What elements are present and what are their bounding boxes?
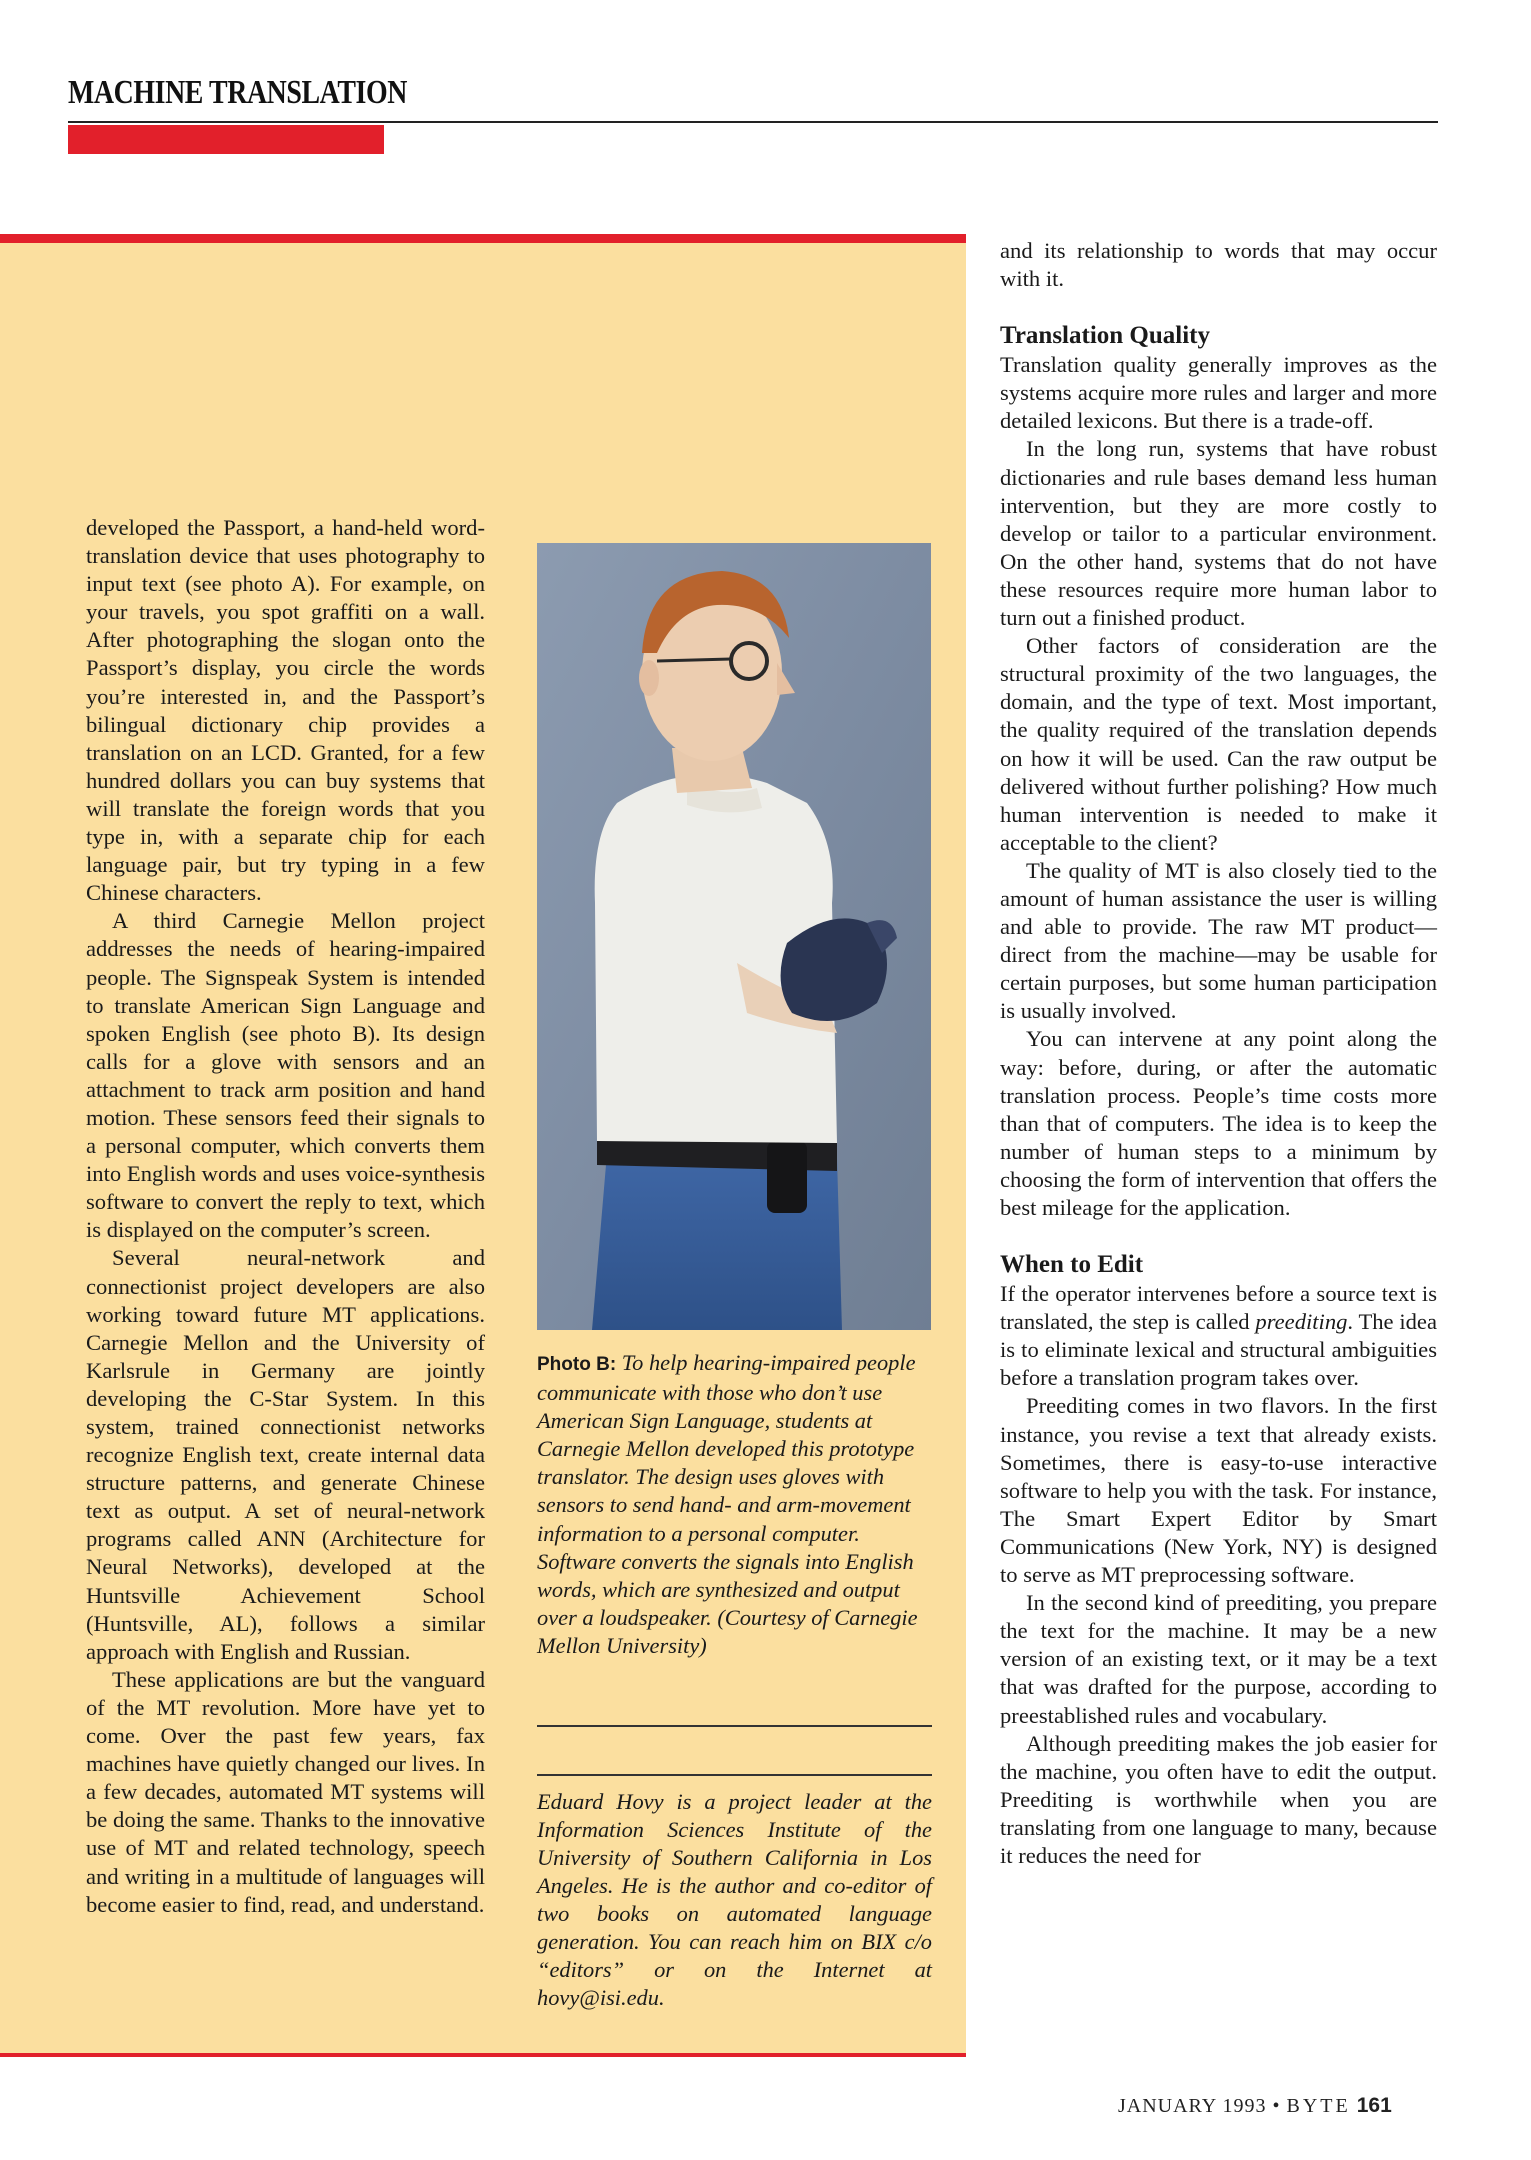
page-number: 161 <box>1356 2094 1392 2117</box>
header-accent-bar <box>68 125 384 154</box>
left-column <box>86 514 485 1919</box>
paragraph <box>1000 1280 1437 1392</box>
term-preediting: preediting <box>1255 1309 1348 1335</box>
caption-label: Photo B: <box>537 1354 617 1375</box>
paragraph: In the long run, systems that have robust dictionaries and rule bases demand less human intervention, but they are more costly to develop or tailor to a particular environment. On the other hand, systems that do not have these resources require more human labor to turn out a finished product. <box>1000 436 1437 631</box>
paragraph: Preediting comes in two flavors. In the first instance, you revise a text that already exists. Sometimes, there is easy-to-use interactive software to help you with the task. For instance, The Smart Expert Editor by Smart Communications (New York, NY) is designed to serve as MT preprocessing software. <box>1000 1393 1437 1588</box>
text-run: If the operator intervenes before a source text is translated, the step is called <box>1000 1281 1437 1335</box>
subhead-translation-quality: Translation Quality <box>1000 322 1210 350</box>
photo-caption <box>537 1349 929 1660</box>
text-run: . The idea is to eliminate lexical and structural ambiguities before a translation program takes over. <box>1000 1309 1437 1391</box>
paragraph: and its relationship to words that may occur with it. <box>1000 238 1437 292</box>
page-footer <box>1118 2094 1392 2118</box>
author-bio: Eduard Hovy is a project leader at the Information Sciences Institute of the University of Southern California in Los Angeles. He is the author and co-editor of two books on automated language generation. You can reach him on BIX c/o “editors” or on the Internet at hovy@isi.edu. <box>537 1789 932 2010</box>
photo-b-image <box>537 543 931 1330</box>
paragraph: Other factors of consideration are the structural proximity of the two languages, the domain, and the type of text. Most important, the quality required of the translation depends on how it will be used. Can the raw output be delivered without further polishing? How much human intervention is needed to make it acceptable to the client? <box>1000 633 1437 855</box>
paragraph: developed the Passport, a hand-held word-translation device that uses photography to input text (see photo A). For example, on your travels, you spot graffiti on a wall. After photographing the slogan onto the Passport’s display, you circle the words you’re interested in, and the Passport’s bilingual dictionary chip provides a translation on an LCD. Granted, for a few hundred dollars you can buy systems that will translate the foreign words that you type in, with a separate chip for each language pair, but try typing in a few Chinese characters. <box>86 515 485 906</box>
footer-separator: • <box>1272 2095 1281 2117</box>
footer-magazine: BYTE <box>1286 2095 1351 2117</box>
paragraph: Translation quality generally improves as the systems acquire more rules and larger and more detailed lexicons. But there is a trade-off. <box>1000 352 1437 434</box>
paragraph: You can intervene at any point along the way: before, during, or after the automatic translation process. People’s time costs more than that of computers. The idea is to keep the number of human steps to a minimum by choosing the form of intervention that offers the best mileage for the application. <box>1000 1026 1437 1220</box>
caption-text: To help hearing-impaired people communicate with those who don’t use American Sign Language, students at Carnegie Mellon developed this prototype translator. The design uses gloves with sensors to send hand- and arm-movement information to a personal computer. Software converts the signals into English words, which are synthesized and output over a loudspeaker. (Courtesy of Carnegie Mellon University) <box>537 1350 918 1658</box>
paragraph: A third Carnegie Mellon project addresses the needs of hearing-impaired people. The Signspeak System is intended to translate American Sign Language and spoken English (see photo B). Its design calls for a glove with sensors and an attachment to track arm position and hand motion. These sensors feed their signals to a personal computer, which converts them into English words and uses voice-synthesis software to convert the reply to text, which is displayed on the computer’s screen. <box>86 908 485 1243</box>
section-title: MACHINE TRANSLATION <box>68 74 407 111</box>
bio-rule <box>537 1774 932 1776</box>
right-column <box>1000 237 1437 1870</box>
footer-date: JANUARY 1993 <box>1118 2095 1267 2117</box>
subhead-when-to-edit: When to Edit <box>1000 1251 1144 1279</box>
sidebar-top-rule <box>0 234 966 243</box>
header-rule <box>68 121 1438 123</box>
caption-rule <box>537 1725 932 1727</box>
paragraph: Several neural-network and connectionist project developers are also working toward future MT applications. Carnegie Mellon and the University of Karlsrule in Germany are jointly developing the C-Star System. In this system, trained connectionist networks recognize English text, create internal data structure patterns, and generate Chinese text as output. A set of neural-network programs called ANN (Architecture for Neural Networks), developed at the Huntsville Achievement School (Huntsville, AL), follows a similar approach with English and Russian. <box>86 1245 485 1664</box>
paragraph: The quality of MT is also closely tied to the amount of human assistance the user is willing and able to provide. The raw MT product—direct from the machine—may be usable for certain purposes, but some human participation is usually involved. <box>1000 857 1437 1024</box>
paragraph: These applications are but the vanguard of the MT revolution. More have yet to come. Over the past few years, fax machines have quietly changed our lives. In a few decades, automated MT systems will be doing the same. Thanks to the innovative use of MT and related technology, speech and writing in a multitude of languages will become easier to find, read, and understand. <box>86 1666 485 1917</box>
sidebar-bottom-rule <box>0 2053 966 2057</box>
paragraph: In the second kind of preediting, you prepare the text for the machine. It may be a new version of an existing text, or it may be a text that was drafted for the purpose, according to preestablished rules and vocabulary. <box>1000 1590 1437 1728</box>
paragraph: Although preediting makes the job easier for the machine, you often have to edit the output. Preediting is worthwhile when you are translating from one language to many, because it reduces the need for <box>1000 1730 1437 1868</box>
